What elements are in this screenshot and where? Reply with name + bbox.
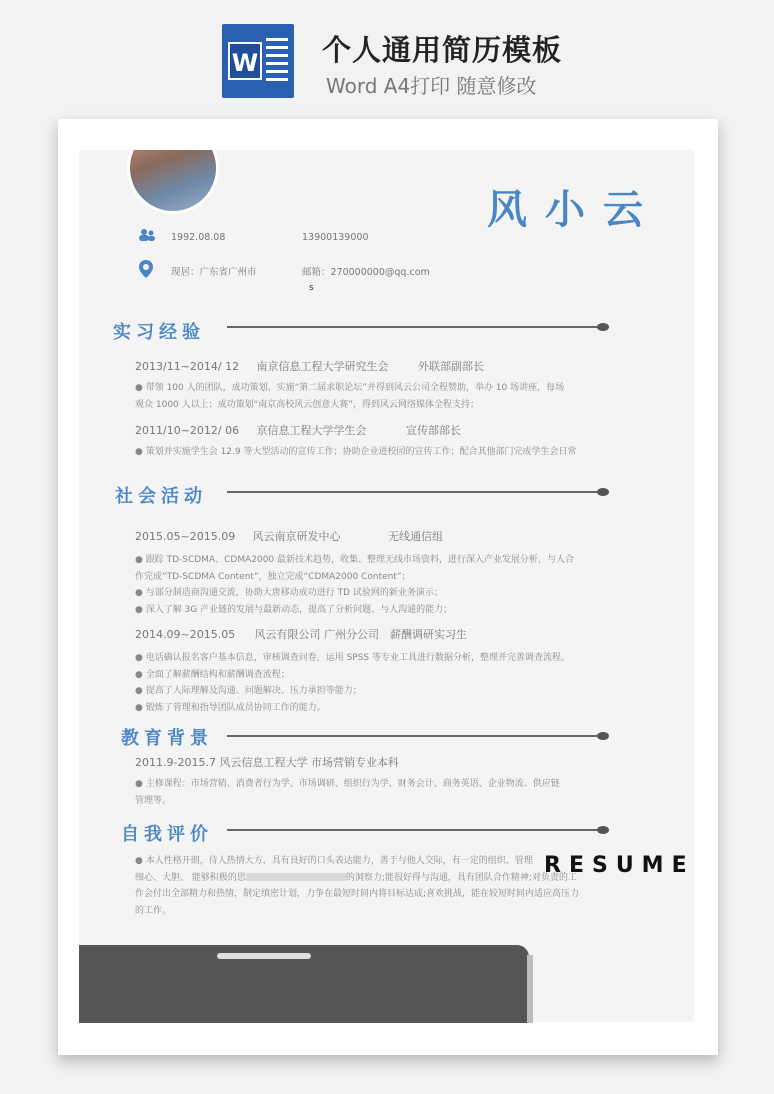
section-divider bbox=[227, 491, 599, 493]
detail-line: ● 跟踪 TD-SCDMA、CDMA2000 最新技术趋势，收集、整理无线市场资料，进行深入产业发展分析，与人合 bbox=[135, 555, 575, 565]
resume-name: 风小云 bbox=[487, 187, 661, 233]
entry-org: 京信息工程大学学生会 bbox=[256, 424, 367, 437]
resume-sheet bbox=[79, 150, 694, 1022]
self-evaluation bbox=[135, 853, 595, 919]
entry-date: 2011/10~2012/ 06 bbox=[135, 424, 240, 437]
laptop-slot bbox=[217, 953, 311, 959]
section-divider bbox=[227, 735, 599, 737]
laptop-graphic bbox=[79, 945, 529, 1023]
page-subtitle: Word A4打印 随意修改 bbox=[326, 74, 537, 98]
page-title: 个人通用简历模板 bbox=[322, 33, 563, 67]
user-group-icon bbox=[139, 229, 155, 241]
section-divider bbox=[227, 326, 599, 328]
entry-details bbox=[135, 380, 635, 413]
section-dot bbox=[597, 732, 609, 740]
section-title-internship: 实习经验 bbox=[113, 322, 205, 343]
resume-watermark: RESUME bbox=[544, 853, 695, 878]
entry-org: 风云南京研发中心 bbox=[252, 530, 341, 543]
entry-header bbox=[135, 528, 443, 544]
detail-line: ● 本人性格开朗，待人热情大方，具有良好的口头表达能力，善于与他人交际，有一定的组织、管理 bbox=[135, 856, 533, 866]
entry-role: 宣传部部长 bbox=[406, 424, 461, 437]
phone-number: 13900139000 bbox=[302, 232, 369, 243]
blurred-text bbox=[246, 873, 346, 881]
detail-line bbox=[135, 870, 595, 887]
detail-line: ● 策划并实施学生会 12.9 等大型活动的宣传工作；协助企业进校园的宣传工作；配合其他部门完成学生会日常 bbox=[135, 447, 577, 457]
laptop-shadow bbox=[527, 955, 533, 1023]
section-title-social: 社会活动 bbox=[115, 486, 207, 507]
detail-line: ● 深入了解 3G 产业链的发展与最新动态，提高了分析问题、与人沟通的能力； bbox=[135, 604, 453, 615]
email: 邮箱：270000000@qq.com bbox=[302, 267, 430, 278]
entry-header bbox=[135, 358, 484, 374]
detail-line: ● 主修课程：市场营销、消费者行为学、市场调研、组织行为学、财务会计、商务英语、企业物流、供应链 bbox=[135, 779, 560, 789]
entry-details bbox=[135, 650, 655, 716]
detail-fragment: 的洞察力;能很好得与沟通，具有团队合作精神;对负责的工 bbox=[345, 872, 577, 883]
entry-date: 2013/11~2014/ 12 bbox=[135, 360, 240, 373]
detail-line: 作完成“TD-SCDMA Content”，独立完成“CDMA2000 Content”； bbox=[135, 571, 411, 582]
birth-date: 1992.08.08 bbox=[171, 232, 226, 243]
entry-role: 薪酬调研实习生 bbox=[390, 628, 467, 641]
entry-details bbox=[135, 444, 655, 461]
entry-org: 南京信息工程大学研究生会 bbox=[256, 360, 389, 373]
section-dot bbox=[597, 488, 609, 496]
entry-date: 2015.05~2015.09 bbox=[135, 530, 236, 543]
section-divider bbox=[227, 829, 599, 831]
entry-role: 外联部副部长 bbox=[418, 360, 484, 373]
section-title-education: 教育背景 bbox=[121, 728, 213, 749]
word-logo bbox=[222, 24, 294, 98]
detail-line: 作会付出全部精力和热情，制定缜密计划，力争在最短时间内将目标达成;喜欢挑战，能在较短时间内适应高压力 bbox=[135, 889, 580, 899]
education-summary: 2011.9-2015.7 风云信息工程大学 市场营销专业本科 bbox=[135, 756, 399, 769]
entry-header bbox=[135, 626, 467, 642]
location: 现居：广东省广州市 bbox=[171, 267, 257, 278]
education-details bbox=[135, 776, 655, 809]
detail-line: ● 与部分制造商沟通交流，协助大唐移动成功进行 TD 试验网的新业务演示； bbox=[135, 588, 443, 598]
location-pin-icon bbox=[139, 260, 153, 278]
detail-line: ● 电话确认报名客户基本信息，审核调查问卷，运用 SPSS 等专业工具进行数据分析，整理并完善调查流程。 bbox=[135, 653, 571, 663]
detail-line: 的工作。 bbox=[135, 905, 172, 916]
section-dot bbox=[597, 826, 609, 834]
section-dot bbox=[597, 323, 609, 331]
entry-date: 2014.09~2015.05 bbox=[135, 628, 236, 641]
detail-line: 观众 1000 人以上；成功策划“南京高校风云创意大赛”，得到风云网络媒体全程支持； bbox=[135, 399, 479, 410]
detail-line: ● 提高了人际理解及沟通、问题解决、压力承担等能力； bbox=[135, 686, 362, 696]
detail-line: ● 全面了解薪酬结构和薪酬调查流程； bbox=[135, 669, 290, 680]
detail-line: ● 带领 100 人的团队，成功策划、实施“第二届求职论坛”并得到风云公司全程赞助，举办 10 场讲座，每场 bbox=[135, 383, 565, 393]
section-title-self: 自我评价 bbox=[121, 824, 213, 845]
detail-fragment: 细心、大胆、 能够积极的思 bbox=[135, 872, 246, 883]
entry-header bbox=[135, 422, 461, 438]
detail-line: ● 锻炼了管理和指导团队成员协同工作的能力。 bbox=[135, 702, 326, 713]
avatar bbox=[127, 150, 219, 214]
word-logo-lines-icon bbox=[266, 38, 288, 86]
stray-character: s bbox=[309, 283, 314, 293]
entry-details bbox=[135, 552, 655, 618]
word-logo-letter: W bbox=[228, 42, 262, 80]
entry-org: 风云有限公司 广州分公司 bbox=[254, 628, 379, 641]
detail-line: 管理等。 bbox=[135, 795, 172, 806]
entry-role: 无线通信组 bbox=[388, 530, 443, 543]
